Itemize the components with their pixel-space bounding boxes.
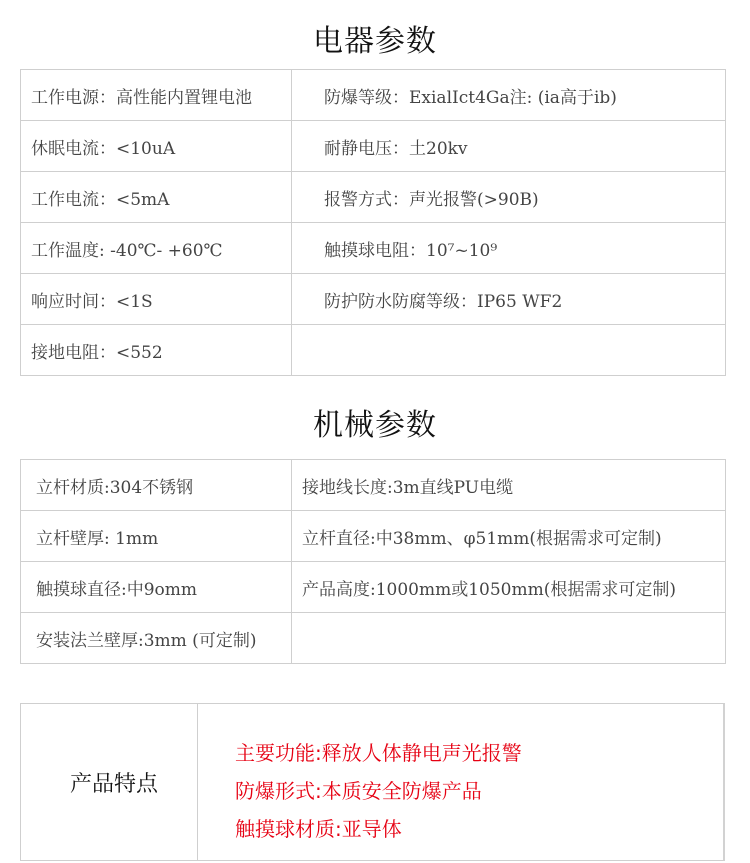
param-cell: 工作电源：高性能内置锂电池	[21, 70, 292, 121]
param-cell: 触摸球电阻：10⁷~10⁹	[292, 223, 726, 274]
table-row	[21, 562, 726, 613]
param-cell	[292, 613, 726, 664]
param-cell: 报警方式：声光报警(>90B)	[292, 172, 726, 223]
feature-item: 触摸球材质:亚导体	[235, 817, 402, 841]
param-cell: 产品高度:1000mm或1050mm(根据需求可定制)	[292, 562, 726, 613]
features-label: 产品特点	[69, 771, 158, 797]
table-row	[21, 460, 726, 511]
param-cell: 耐静电压：土20kv	[292, 121, 726, 172]
param-cell	[292, 325, 726, 376]
table-row	[21, 325, 726, 376]
param-cell: 触摸球直径:中9omm	[21, 562, 292, 613]
param-cell: 防护防水防腐等级：IP65 WF2	[292, 274, 726, 325]
feature-item: 防爆形式:本质安全防爆产品	[235, 779, 482, 803]
features-label-cell	[21, 704, 198, 860]
mechanical-params-title: 机械参数	[313, 408, 437, 443]
param-cell: 安装法兰壁厚:3mm (可定制)	[21, 613, 292, 664]
table-row	[21, 172, 726, 223]
table-row	[21, 274, 726, 325]
param-cell: 接地线长度:3m直线PU电缆	[292, 460, 726, 511]
param-cell: 工作温度: -40℃- +60℃	[21, 223, 292, 274]
param-cell: 休眠电流：<10uA	[21, 121, 292, 172]
features-list	[235, 734, 522, 848]
param-cell: 接地电阻：<552	[21, 325, 292, 376]
product-features-box	[20, 703, 725, 861]
table-row	[21, 121, 726, 172]
table-row	[21, 223, 726, 274]
param-cell: 防爆等级：ExialIct4Ga注: (ia高于ib)	[292, 70, 726, 121]
table-row	[21, 70, 726, 121]
param-cell: 立杆直径:中38mm、φ51mm(根据需求可定制)	[292, 511, 726, 562]
param-cell: 响应时间：<1S	[21, 274, 292, 325]
electrical-params-title: 电器参数	[313, 24, 437, 59]
table-row	[21, 511, 726, 562]
feature-item: 主要功能:释放人体静电声光报警	[235, 741, 522, 765]
mechanical-params-table	[20, 459, 726, 664]
electrical-params-table	[20, 69, 726, 376]
param-cell: 工作电流：<5mA	[21, 172, 292, 223]
param-cell: 立杆壁厚: 1mm	[21, 511, 292, 562]
param-cell: 立杆材质:304不锈钢	[21, 460, 292, 511]
table-row	[21, 613, 726, 664]
